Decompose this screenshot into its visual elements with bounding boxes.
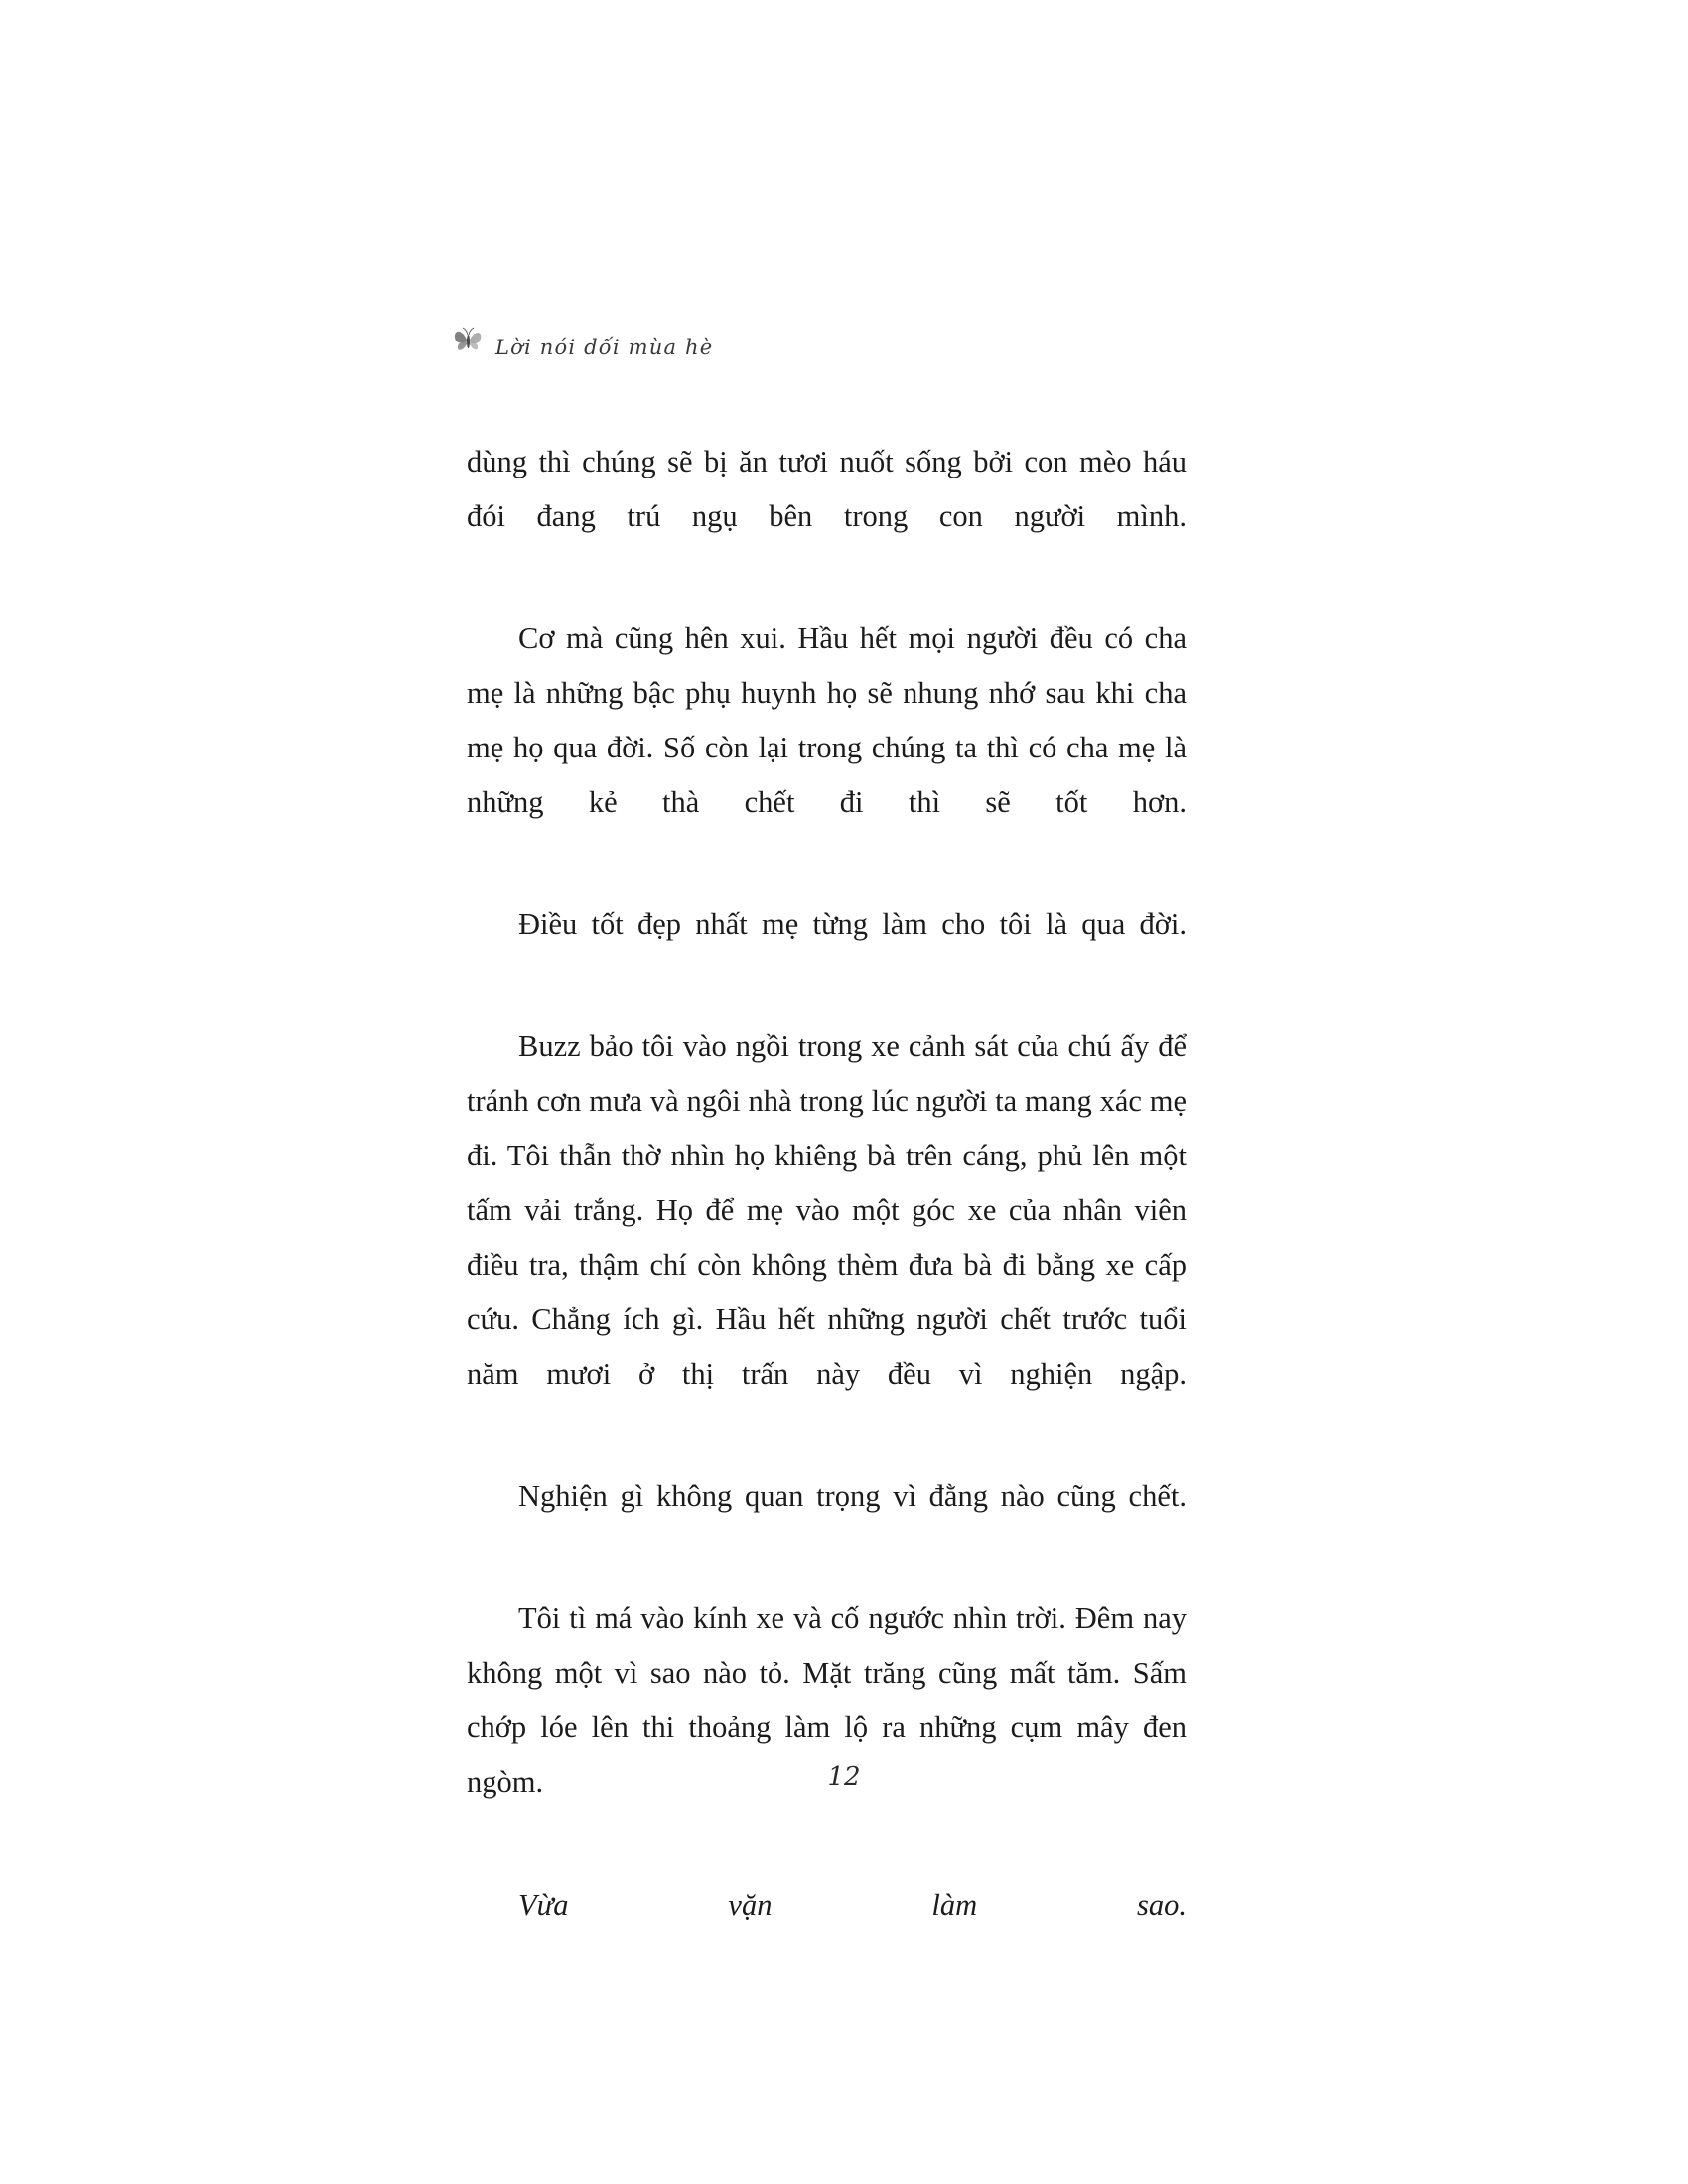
paragraph: Tôi tì má vào kính xe và cố ngước nhìn trời. Đêm nay không một vì sao nào tỏ. Mặt trăng cũng mất tăm. Sấm chớp lóe lên thi thoảng làm lộ ra những cụm mây đen ngòm. [467,1601,1187,1799]
body-text [467,435,1187,1987]
paragraph: Cơ mà cũng hên xui. Hầu hết mọi người đều có cha mẹ là những bậc phụ huynh họ sẽ nhung nhớ sau khi cha mẹ họ qua đời. Số còn lại trong chúng ta thì có cha mẹ là những kẻ thà chết đi thì sẽ tốt hơn. [467,621,1187,819]
paragraph: Điều tốt đẹp nhất mẹ từng làm cho tôi là qua đời. [518,907,1187,941]
running-head [452,318,1246,377]
paragraph: Buzz bảo tôi vào ngồi trong xe cảnh sát của chú ấy để tránh cơn mưa và ngôi nhà trong lúc người ta mang xác mẹ đi. Tôi thẫn thờ nhìn họ khiêng bà trên cáng, phủ lên một tấm vải trắng. Họ để mẹ vào một góc xe của nhân viên điều tra, thậm chí còn không thèm đưa bà đi bằng xe cấp cứu. Chẳng ích gì. Hầu hết những người chết trước tuổi năm mươi ở thị trấn này đều vì nghiện ngập. [467,1029,1187,1391]
paragraph-italic: Vừa vặn làm sao. [518,1888,1187,1922]
butterfly-icon [452,322,486,361]
running-head-title: Lời nói dối mùa hè [495,336,714,359]
page-number: 12 [827,1762,861,1792]
paragraph: Nghiện gì không quan trọng vì đằng nào cũng chết. [518,1479,1187,1513]
paragraph: dùng thì chúng sẽ bị ăn tươi nuốt sống bởi con mèo háu đói đang trú ngụ bên trong con người mình. [467,445,1187,533]
